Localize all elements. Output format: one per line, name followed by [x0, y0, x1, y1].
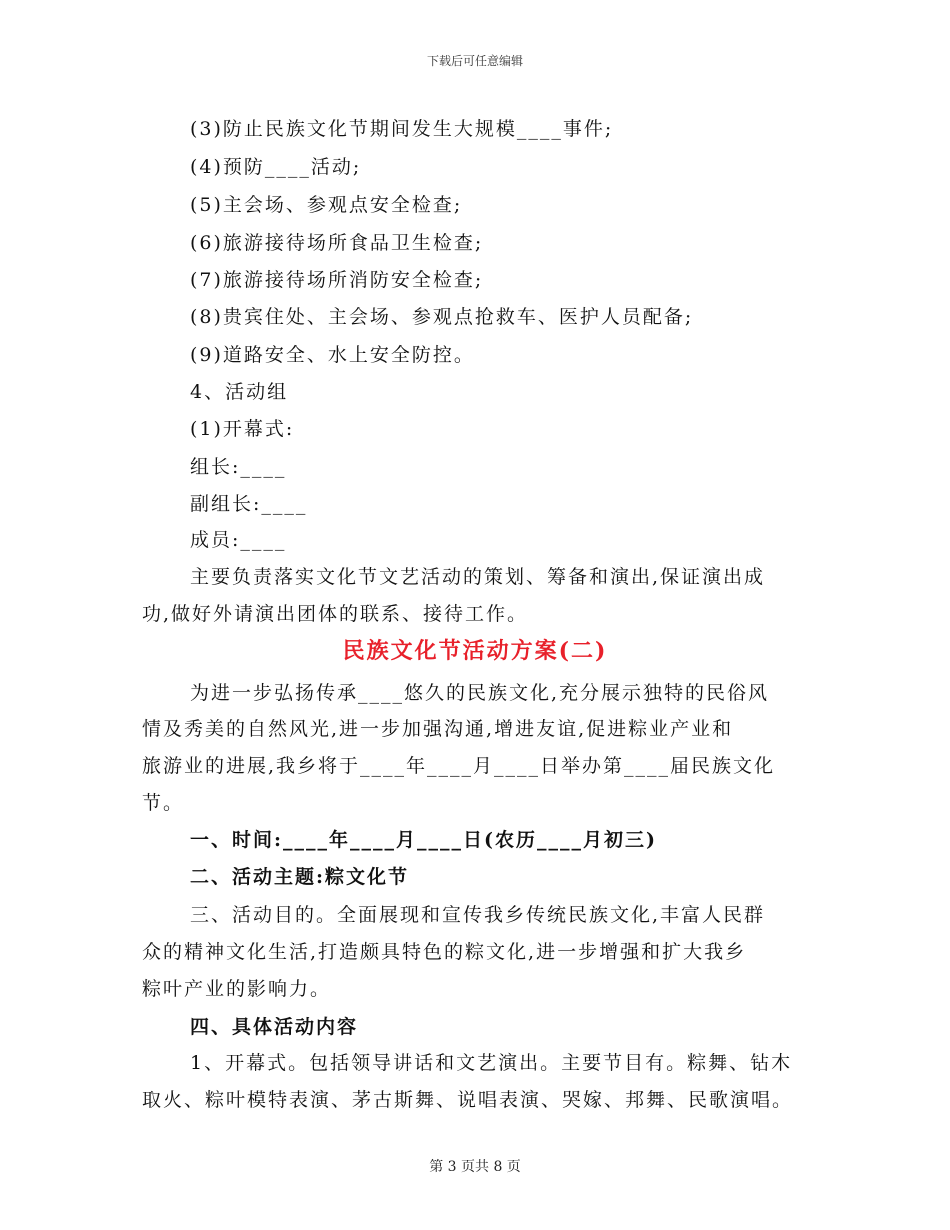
time-heading: 一、时间:____年____月____日(农历____月初三)	[190, 829, 657, 851]
page-footer: 第 3 页共 8 页	[429, 1159, 521, 1175]
paragraph-line: 1、开幕式。包括领导讲话和文艺演出。主要节目有。粽舞、钻木	[190, 1052, 793, 1074]
page-header: 下载后可任意编辑	[426, 54, 523, 68]
paragraph-line: 三、活动目的。全面展现和宣传我乡传统民族文化,丰富人民群	[190, 904, 766, 926]
section-title: 民族文化节活动方案(二)	[342, 638, 608, 664]
list-item: (6)旅游接待场所食品卫生检查;	[190, 232, 484, 254]
paragraph-line: 取火、粽叶模特表演、茅古斯舞、说唱表演、哭嫁、邦舞、民歌演唱。	[142, 1089, 794, 1111]
paragraph-line: 粽叶产业的影响力。	[142, 978, 332, 1000]
theme-heading: 二、活动主题:粽文化节	[190, 866, 410, 888]
paragraph-line: 为进一步弘扬传承____悠久的民族文化,充分展示独特的民俗风	[190, 682, 770, 704]
list-item: (8)贵宾住处、主会场、参观点抢救车、医护人员配备;	[190, 306, 694, 328]
list-item: 副组长:____	[190, 493, 308, 515]
paragraph-line: 主要负责落实文化节文艺活动的策划、筹备和演出,保证演出成	[190, 566, 766, 588]
list-item: (1)开幕式:	[190, 418, 295, 440]
paragraph-line: 旅游业的进展,我乡将于____年____月____日举办第____届民族文化	[142, 755, 776, 777]
paragraph-line: 众的精神文化生活,打造颇具特色的粽文化,进一步增强和扩大我乡	[142, 941, 747, 963]
list-item: (5)主会场、参观点安全检查;	[190, 194, 463, 216]
list-item: (7)旅游接待场所消防安全检查;	[190, 269, 484, 291]
paragraph-line: 功,做好外请演出团体的联系、接待工作。	[142, 603, 529, 625]
list-item: 组长:____	[190, 456, 287, 478]
subheading: 4、活动组	[190, 381, 289, 403]
list-item: (9)道路安全、水上安全防控。	[190, 344, 475, 366]
paragraph-line: 节。	[142, 792, 185, 814]
list-item: (4)预防____活动;	[190, 156, 362, 178]
list-item: (3)防止民族文化节期间发生大规模____事件;	[190, 118, 614, 140]
paragraph-line: 情及秀美的自然风光,进一步加强沟通,增进友谊,促进粽业产业和	[142, 718, 734, 740]
list-item: 成员:____	[190, 529, 287, 551]
content-heading: 四、具体活动内容	[190, 1016, 359, 1038]
